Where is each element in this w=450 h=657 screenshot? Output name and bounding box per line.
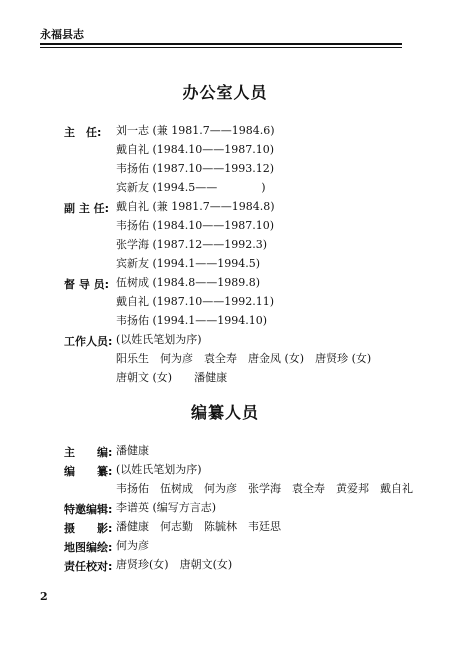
label-photography: 摄 影: [64, 522, 113, 535]
running-header: 永福县志 [40, 28, 84, 41]
editor-entry: 李谱英 (编写方言志) [116, 501, 217, 514]
compilers-names: 韦扬佑 伍树成 何为彦 张学海 袁全寿 黄爱邦 戴自礼 [116, 482, 413, 495]
editor-entry: 潘健康 何志勤 陈毓林 韦廷思 [116, 520, 281, 533]
staff-entry: 戴自礼 (兼 1981.7——1984.8) [116, 200, 275, 213]
staff-entry: 宾新友 (1994.1——1994.5) [116, 257, 261, 270]
section-title-office-staff: 办公室人员 [182, 83, 268, 102]
editor-entry: 唐贤珍(女) 唐朝文(女) [116, 558, 233, 571]
staff-entry: 韦扬佑 (1994.1——1994.10) [116, 314, 268, 327]
section-title-editorial-staff: 编纂人员 [190, 403, 259, 422]
staff-entry: 戴自礼 (1984.10——1987.10) [116, 143, 275, 156]
staff-entry: 韦扬佑 (1984.10——1987.10) [116, 219, 275, 232]
staff-entry: 刘一志 (兼 1981.7——1984.6) [116, 124, 275, 137]
label-supervisor: 督 导 员: [64, 278, 110, 291]
header-rule-thick [40, 43, 402, 45]
staff-entry: 韦扬佑 (1987.10——1993.12) [116, 162, 275, 175]
label-map-drawing: 地图编绘: [64, 541, 113, 554]
label-director: 主 任: [64, 126, 102, 139]
compilers-ordering-note: (以姓氏笔划为序) [116, 463, 202, 476]
staff-entry: 张学海 (1987.12——1992.3) [116, 238, 268, 251]
staff-entry: 戴自礼 (1987.10——1992.11) [116, 295, 275, 308]
label-deputy-director: 副 主 任: [64, 202, 110, 215]
editor-entry: 何为彦 [116, 539, 149, 552]
staff-ordering-note: (以姓氏笔划为序) [116, 333, 202, 346]
label-compilers: 编 纂: [64, 465, 113, 478]
staff-names: 阳乐生 何为彦 袁全寿 唐金凤 (女) 唐贤珍 (女) [116, 352, 372, 365]
staff-entry: 伍树成 (1984.8——1989.8) [116, 276, 261, 289]
header-rule-thin [40, 47, 402, 48]
editor-entry: 潘健康 [116, 444, 149, 457]
staff-entry: 宾新友 (1994.5—— ) [116, 181, 266, 194]
label-guest-editor: 特邀编辑: [64, 503, 113, 516]
label-proofreading: 责任校对: [64, 560, 113, 573]
label-chief-editor: 主 编: [64, 446, 113, 459]
staff-names: 唐朝文 (女) 潘健康 [116, 371, 228, 384]
page-number: 2 [40, 590, 48, 603]
label-staff: 工作人员: [64, 335, 113, 348]
